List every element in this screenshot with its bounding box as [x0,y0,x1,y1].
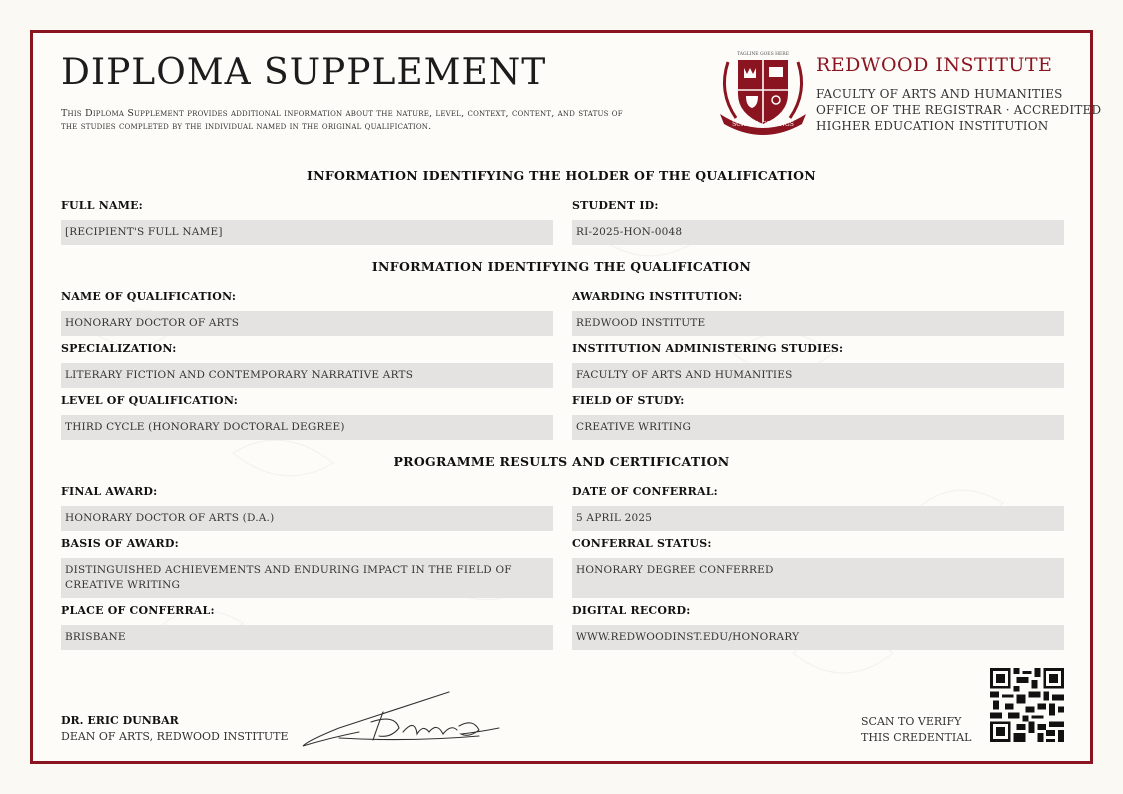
field-digital-record [572,604,1064,650]
field-label: AWARDING INSTITUTION: [572,290,743,303]
field-value: [RECIPIENT'S FULL NAME] [61,220,553,245]
field-value: HONORARY DOCTOR OF ARTS [61,311,553,336]
field-value: CREATIVE WRITING [572,415,1064,440]
field-administering-institution [572,342,1064,388]
signatory-name: DR. ERIC DUNBAR [61,714,179,727]
crest-motto: TAGLINE GOES HERE [737,52,789,57]
field-qualification-name [61,290,553,336]
field-value: LITERARY FICTION AND CONTEMPORARY NARRATIVE ARTS [61,363,553,388]
intro-text: This Diploma Supplement provides additional information about the nature, level, context, content, and status of the studies completed by the individual named in the original qualification. [61,108,623,132]
scan-instructions [861,714,971,746]
field-label: BASIS OF AWARD: [61,537,179,550]
institution-faculty: FACULTY OF ARTS AND HUMANITIES [816,87,1063,101]
field-label: DIGITAL RECORD: [572,604,691,617]
field-value: 5 APRIL 2025 [572,506,1064,531]
field-place-of-conferral [61,604,553,650]
field-label: FINAL AWARD: [61,485,158,498]
field-full-name [61,199,553,245]
field-value: HONORARY DOCTOR OF ARTS (D.A.) [61,506,553,531]
institution-office: OFFICE OF THE REGISTRAR · ACCREDITED [816,103,1102,117]
signature-image [299,688,505,750]
field-level [61,394,553,440]
field-label: LEVEL OF QUALIFICATION: [61,394,238,407]
field-field-of-study [572,394,1064,440]
field-label: FULL NAME: [61,199,143,212]
field-awarding-institution [572,290,1064,336]
institution-crest [716,48,810,138]
institution-name: REDWOOD INSTITUTE [816,54,1053,76]
field-value: REDWOOD INSTITUTE [572,311,1064,336]
field-value: DISTINGUISHED ACHIEVEMENTS AND ENDURING IMPACT IN THE FIELD OF CREATIVE WRITING [61,558,553,598]
scan-line-1: SCAN TO VERIFY [861,715,962,728]
scan-line-2: THIS CREDENTIAL [861,731,972,744]
institution-type: HIGHER EDUCATION INSTITUTION [816,119,1049,133]
certificate-frame [30,30,1102,764]
field-value: BRISBANE [61,625,553,650]
field-basis-of-award [61,537,553,598]
section-title-qualification: INFORMATION IDENTIFYING THE QUALIFICATION [371,259,752,274]
field-value: HONORARY DEGREE CONFERRED [572,558,1064,598]
field-specialization [61,342,553,388]
document-title: DIPLOMA SUPPLEMENT [61,52,547,93]
field-label: FIELD OF STUDY: [572,394,685,407]
section-title-holder: INFORMATION IDENTIFYING THE HOLDER OF THE QUALIFICATION [306,168,817,183]
institution-block [816,53,1102,134]
field-label: INSTITUTION ADMINISTERING STUDIES: [572,342,844,355]
field-label: SPECIALIZATION: [61,342,177,355]
field-final-award [61,485,553,531]
field-label: PLACE OF CONFERRAL: [61,604,215,617]
field-label: STUDENT ID: [572,199,659,212]
crest-banner: SCHOOL OF KINGS [732,121,794,128]
field-date-of-conferral [572,485,1064,531]
field-student-id [572,199,1064,245]
field-conferral-status [572,537,1064,598]
field-value: FACULTY OF ARTS AND HUMANITIES [572,363,1064,388]
section-title-results: PROGRAMME RESULTS AND CERTIFICATION [393,454,730,469]
field-value[interactable]: WWW.REDWOODINST.EDU/HONORARY [572,625,1064,650]
field-label: CONFERRAL STATUS: [572,537,712,550]
field-value: THIRD CYCLE (HONORARY DOCTORAL DEGREE) [61,415,553,440]
qr-code-icon[interactable] [990,668,1064,742]
field-label: NAME OF QUALIFICATION: [61,290,237,303]
field-label: DATE OF CONFERRAL: [572,485,718,498]
field-value: RI-2025-HON-0048 [572,220,1064,245]
signatory-title: DEAN OF ARTS, REDWOOD INSTITUTE [61,730,289,743]
